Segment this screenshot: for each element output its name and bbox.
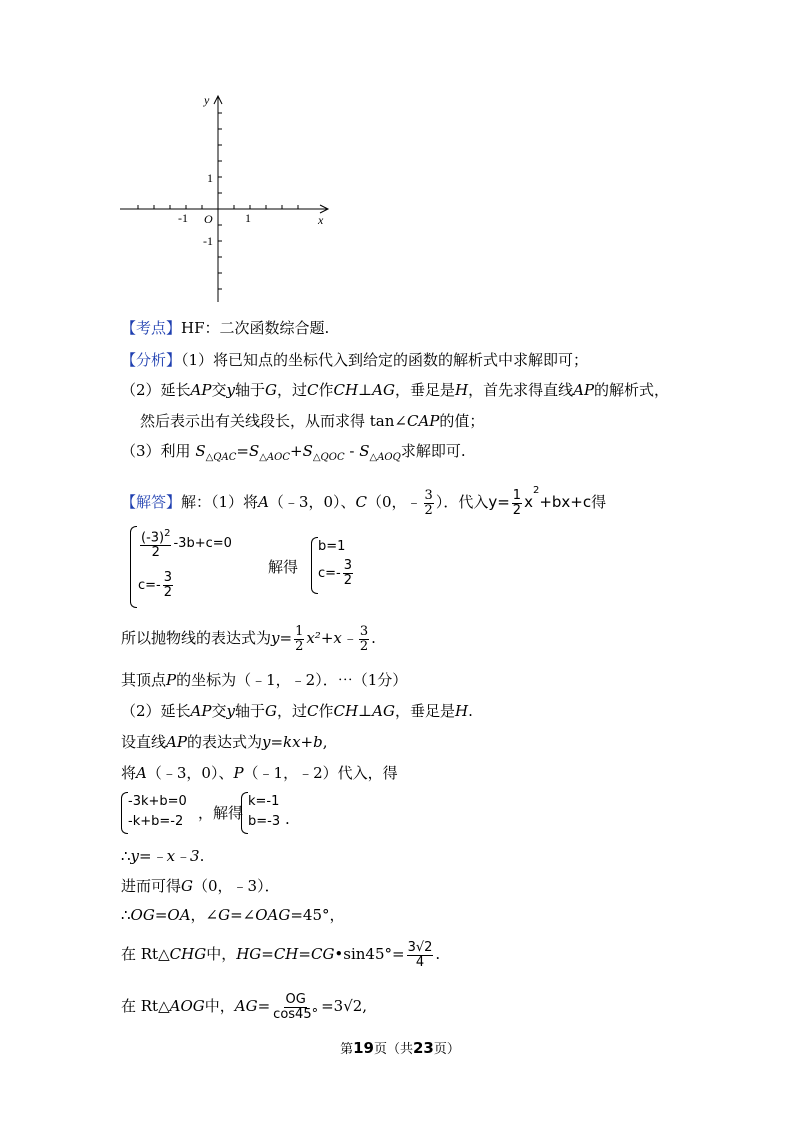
text: G bbox=[265, 702, 277, 720]
text: 的值； bbox=[439, 412, 485, 430]
text: y= bbox=[488, 493, 510, 511]
text: 轴于 bbox=[234, 381, 265, 399]
page-number: 19 bbox=[353, 1039, 374, 1057]
sys2-eq2: -k+b=-2 bbox=[128, 814, 184, 829]
body-line-3 bbox=[121, 701, 473, 721]
text: △QOC bbox=[312, 452, 345, 463]
kaodian-text: HF：二次函数综合题. bbox=[181, 319, 330, 337]
text: （3）利用 bbox=[121, 442, 191, 460]
sys2-r2: b=-3 bbox=[248, 814, 281, 829]
text: 页） bbox=[433, 1042, 460, 1057]
sys2-end: . bbox=[285, 810, 290, 828]
text: c=- bbox=[138, 578, 161, 593]
text: CH⊥AG bbox=[333, 381, 395, 399]
body-line-5 bbox=[121, 763, 398, 783]
text: -3b+c=0 bbox=[173, 536, 232, 552]
text: S bbox=[302, 442, 313, 460]
text: - bbox=[344, 442, 360, 460]
text: 的解析式， bbox=[594, 381, 670, 399]
text: =∠ bbox=[230, 906, 256, 924]
fraction: $\frac{3}{2}$ bbox=[359, 623, 369, 654]
text: AP bbox=[166, 733, 187, 751]
text: HG=CH=CG bbox=[236, 945, 335, 963]
jieda-line bbox=[121, 483, 606, 518]
text: =45°， bbox=[290, 906, 345, 924]
text: ，过 bbox=[276, 381, 307, 399]
text: 解：（1）将 bbox=[181, 493, 259, 511]
text: （﹣3，0）、 bbox=[146, 764, 234, 782]
text: 作 bbox=[318, 702, 334, 720]
text: + bbox=[290, 442, 303, 460]
text: △AOQ bbox=[369, 452, 401, 463]
text: 所以抛物线的表达式为 bbox=[121, 629, 272, 647]
text: ∴ bbox=[121, 906, 131, 924]
fraction: $\frac{1}{2}$ bbox=[295, 623, 304, 654]
text: ，首先求得直线 bbox=[468, 381, 574, 399]
text: 第 bbox=[340, 1042, 354, 1057]
text: AG= bbox=[234, 997, 271, 1015]
text: C bbox=[307, 381, 319, 399]
page-footer bbox=[0, 1038, 800, 1057]
fraction: $\frac{3}{2}$ bbox=[424, 487, 433, 518]
fraction: $\frac{OG}{\cos 45^\circ}$ bbox=[273, 991, 319, 1022]
text: OAG bbox=[255, 906, 291, 924]
brace bbox=[121, 792, 128, 834]
text: 作 bbox=[318, 381, 334, 399]
text: 交 bbox=[211, 702, 227, 720]
fraction: $\frac{3}{2}$ bbox=[343, 558, 353, 588]
text: CH⊥AG bbox=[333, 702, 395, 720]
text: AP bbox=[190, 702, 212, 720]
body-line-6 bbox=[121, 846, 204, 866]
text: C bbox=[355, 493, 367, 511]
text: 的坐标为（﹣1，﹣2）．⋯（1分） bbox=[176, 671, 408, 689]
body-line-2 bbox=[121, 670, 407, 690]
fraction: $\frac{1}{2}$ bbox=[512, 487, 522, 518]
text: G bbox=[218, 906, 231, 924]
text: ）．代入 bbox=[435, 493, 489, 511]
text: y bbox=[226, 381, 235, 399]
body-line-4 bbox=[121, 732, 328, 752]
text: C bbox=[307, 702, 319, 720]
x-axis-label: x bbox=[318, 213, 324, 227]
sys1-r1: b=1 bbox=[318, 539, 346, 554]
text: △AOC bbox=[259, 452, 290, 463]
text: G bbox=[265, 381, 277, 399]
text: 的表达式为 bbox=[186, 733, 262, 751]
fraction: $\frac{3√2}{4}$ bbox=[407, 939, 433, 970]
brace bbox=[130, 526, 137, 608]
text: （2）延长 bbox=[121, 381, 191, 399]
fenxi-line-3 bbox=[140, 411, 484, 431]
text: P bbox=[166, 671, 177, 689]
text: ∴ bbox=[121, 847, 131, 865]
body-line-9 bbox=[121, 938, 440, 970]
text: 然后表示出有关线段长，从而求得 tan∠ bbox=[140, 412, 407, 430]
text: y=﹣x﹣3 bbox=[130, 847, 200, 865]
total-pages: 23 bbox=[413, 1039, 434, 1057]
fenxi-line-1 bbox=[121, 350, 588, 370]
text: H bbox=[455, 381, 469, 399]
fraction: $\frac{(-3)^2}{2}$ bbox=[141, 528, 171, 561]
text: G bbox=[181, 877, 193, 895]
jieda-tag: 【解答】 bbox=[121, 493, 182, 511]
text: 中， bbox=[204, 997, 235, 1015]
text: 中， bbox=[206, 945, 237, 963]
brace bbox=[241, 792, 248, 834]
text: （0，﹣ bbox=[366, 493, 422, 511]
coordinate-graph bbox=[110, 88, 340, 310]
text: 得 bbox=[591, 493, 607, 511]
text: 在 Rt△ bbox=[121, 997, 170, 1015]
text: . bbox=[199, 847, 205, 865]
text: A bbox=[258, 493, 269, 511]
text: . bbox=[435, 945, 441, 963]
tick-label-x-neg1: -1 bbox=[178, 211, 188, 225]
text: y= bbox=[271, 629, 293, 647]
fenxi-tag: 【分析】 bbox=[121, 351, 182, 369]
fenxi-line-4 bbox=[121, 441, 466, 468]
body-line-10 bbox=[121, 990, 367, 1022]
body-line-7 bbox=[121, 876, 280, 896]
text: 2 bbox=[532, 485, 540, 496]
text: +bx+c bbox=[539, 493, 592, 511]
fenxi-text-1: （1）将已知点的坐标代入到给定的函数的解析式中求解即可； bbox=[181, 351, 589, 369]
sys2-r1: k=-1 bbox=[248, 794, 280, 809]
text: 进而可得 bbox=[121, 877, 182, 895]
text: x bbox=[524, 493, 533, 511]
text: H bbox=[455, 702, 469, 720]
tick-label-y-neg1: -1 bbox=[203, 234, 213, 248]
text: ，∠ bbox=[190, 906, 219, 924]
text: 轴于 bbox=[234, 702, 265, 720]
sys2-eq1: -3k+b=0 bbox=[128, 794, 187, 809]
text: y=kx+b bbox=[261, 733, 323, 751]
text: . bbox=[371, 629, 376, 647]
text: CAP bbox=[406, 412, 440, 430]
text: （2）延长 bbox=[121, 702, 191, 720]
text: 交 bbox=[211, 381, 227, 399]
text: x²+x﹣ bbox=[306, 629, 357, 647]
body-line-8 bbox=[121, 905, 345, 925]
text: 其顶点 bbox=[121, 671, 167, 689]
text: •sin45°= bbox=[334, 945, 405, 963]
text: S bbox=[195, 442, 206, 460]
text: , bbox=[322, 733, 328, 751]
text: = bbox=[236, 442, 249, 460]
kaodian-line bbox=[121, 318, 329, 338]
body-line-1 bbox=[121, 622, 376, 654]
text: S bbox=[248, 442, 260, 460]
text: （0，﹣3）． bbox=[193, 877, 280, 895]
sys1-eq2 bbox=[138, 571, 175, 600]
tick-label-y-1: 1 bbox=[207, 171, 213, 185]
sys1-jiede: 解得 bbox=[268, 558, 299, 576]
sys2-jiede: ，解得 bbox=[198, 804, 244, 822]
text: △QAC bbox=[205, 452, 237, 463]
y-axis-label: y bbox=[204, 93, 210, 107]
text: 求解即可. bbox=[400, 442, 466, 460]
sys1-eq1 bbox=[138, 527, 232, 560]
text: 页（共 bbox=[373, 1042, 413, 1057]
text: AP bbox=[190, 381, 212, 399]
text: AP bbox=[573, 381, 595, 399]
text: ，垂足是 bbox=[394, 381, 455, 399]
fenxi-line-2 bbox=[121, 380, 669, 400]
text: OG=OA bbox=[130, 906, 191, 924]
text: =3√2, bbox=[321, 997, 368, 1015]
text: 在 Rt△ bbox=[121, 945, 170, 963]
text: AOG bbox=[169, 997, 205, 1015]
text: ，过 bbox=[276, 702, 307, 720]
text: y bbox=[226, 702, 235, 720]
kaodian-tag: 【考点】 bbox=[121, 319, 182, 337]
text: A bbox=[136, 764, 147, 782]
tick-label-x-1: 1 bbox=[245, 211, 251, 225]
text: 设直线 bbox=[121, 733, 167, 751]
brace bbox=[311, 537, 318, 594]
sys1-r2 bbox=[318, 559, 355, 588]
text: （﹣1，﹣2）代入，得 bbox=[243, 764, 398, 782]
text: CHG bbox=[169, 945, 207, 963]
text: 将 bbox=[121, 764, 137, 782]
text: （﹣3，0）、 bbox=[268, 493, 356, 511]
text: P bbox=[233, 764, 244, 782]
text: . bbox=[468, 702, 473, 720]
text: ，垂足是 bbox=[394, 702, 455, 720]
origin-label: O bbox=[204, 212, 213, 226]
fraction: $\frac{3}{2}$ bbox=[163, 570, 173, 600]
text: c=- bbox=[318, 566, 341, 581]
text: S bbox=[359, 442, 370, 460]
